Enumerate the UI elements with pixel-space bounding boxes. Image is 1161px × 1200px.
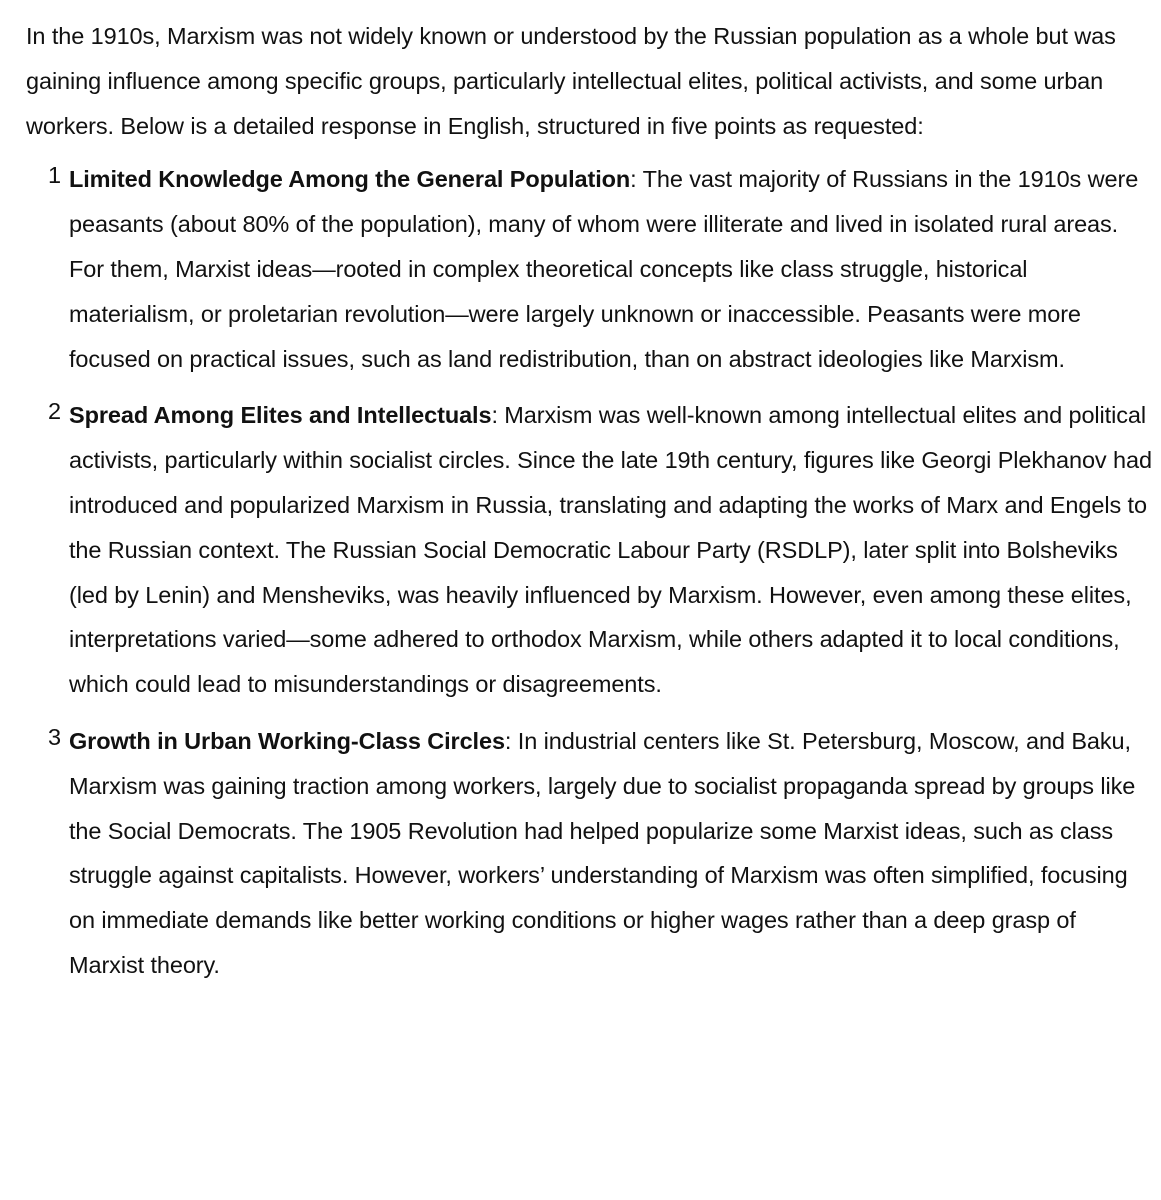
point-body: : In industrial centers like St. Petersburg, Moscow, and Baku, Marxism was gaining traction among workers, largely due to socialist propaganda spread by groups like the Social Democrats. The 1905 Revolution had helped popularize some Marxist ideas, such as class struggle against capitalists. However, workers’ understanding of Marxism was often simplified, focusing on immediate demands like better working conditions or higher wages rather than a deep grasp of Marxist theory. bbox=[69, 727, 1136, 978]
point-heading: Limited Knowledge Among the General Population bbox=[69, 166, 631, 193]
list-number: 2 bbox=[48, 398, 61, 425]
list-item bbox=[26, 393, 1154, 707]
point-heading: Growth in Urban Working-Class Circles bbox=[69, 727, 505, 754]
numbered-list bbox=[26, 157, 1154, 987]
list-item bbox=[26, 719, 1154, 988]
intro-paragraph: In the 1910s, Marxism was not widely known or understood by the Russian population as a whole but was gaining influence among specific groups, particularly intellectual elites, political activists, and some urban workers. Below is a detailed response in English, structured in five points as requested: bbox=[26, 23, 1116, 139]
document-body bbox=[26, 14, 1154, 1000]
list-number: 1 bbox=[48, 162, 61, 189]
list-item bbox=[26, 157, 1154, 381]
point-body: : The vast majority of Russians in the 1910s were peasants (about 80% of the population), many of whom were illiterate and lived in isolated rural areas. For them, Marxist ideas—rooted in complex theoretical concepts like class struggle, historical materialism, or proletarian revolution—were largely unknown or inaccessible. Peasants were more focused on practical issues, such as land redistribution, than on abstract ideologies like Marxism. bbox=[69, 166, 1139, 372]
point-body: : Marxism was well-known among intellectual elites and political activists, particularly within socialist circles. Since the late 19th century, figures like Georgi Plekhanov had introduced and popularized Marxism in Russia, translating and adapting the works of Marx and Engels to the Russian context. The Russian Social Democratic Labour Party (RSDLP), later split into Bolsheviks (led by Lenin) and Mensheviks, was heavily influenced by Marxism. However, even among these elites, interpretations varied—some adhered to orthodox Marxism, while others adapted it to local conditions, which could lead to misunderstandings or disagreements. bbox=[69, 402, 1152, 698]
list-number: 3 bbox=[48, 723, 61, 750]
point-heading: Spread Among Elites and Intellectuals bbox=[69, 402, 492, 429]
